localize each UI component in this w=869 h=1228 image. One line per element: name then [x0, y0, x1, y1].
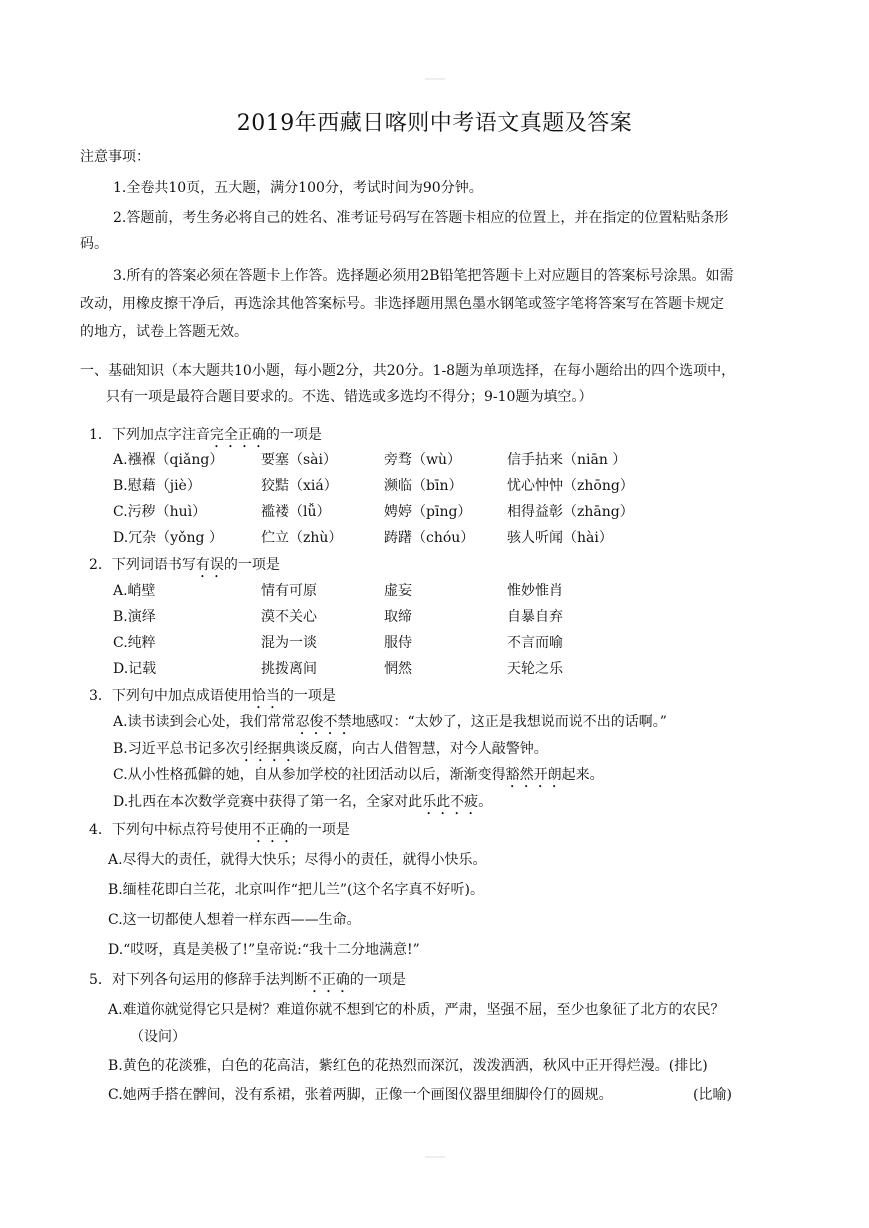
idiom: 豁然开朗 — [505, 767, 562, 783]
option-cell: 骇人听闻（hài） — [507, 530, 613, 546]
stem-emphasis: 完全正确 — [209, 427, 266, 443]
option-text: 。 — [478, 794, 493, 810]
question-5-option-c — [108, 1085, 732, 1105]
option-text: C.她两手搭在髀间，没有系裙，张着两脚，正像一个画图仪器里细脚伶仃的圆规。 — [108, 1087, 613, 1103]
question-2-stem — [89, 555, 280, 581]
stem-emphasis: 恰当 — [251, 688, 280, 704]
stem-text: 的一项是 — [349, 972, 406, 988]
option-cell: D.记载 — [113, 661, 157, 677]
stem-emphasis: 不正确 — [307, 972, 350, 988]
option-cell: C.纯粹 — [113, 635, 156, 651]
option-cell: 服侍 — [384, 635, 412, 651]
idiom: 忍俊不禁 — [295, 714, 352, 730]
option-text: D.扎西在本次数学竞赛中获得了第一名，全家对此 — [113, 794, 423, 810]
option-cell: 挑拨离间 — [261, 661, 317, 677]
idiom: 引经据典 — [239, 741, 296, 757]
stem-text: 的一项是 — [279, 688, 336, 704]
note-item-1: 1.全卷共10页，五大题，满分100分，考试时间为90分钟。 — [113, 180, 483, 196]
note-item-3-line-1: 3.所有的答案必须在答题卡上作答。选择题必须用2B铅笔把答题卡上对应题目的答案标号涂黑。如需 — [113, 268, 734, 284]
note-item-3-line-2: 改动，用橡皮擦干净后，再选涂其他答案标号。非选择题用黑色墨水钢笔或签字笔将答案写在答题卡规定 — [80, 296, 724, 312]
option-row-d — [113, 659, 673, 679]
question-3-option-d — [113, 792, 492, 818]
option-cell: 相得益彰（zhāng） — [507, 504, 634, 520]
question-5-option-a-line-1: A.难道你就觉得它只是树？难道你就不想到它的朴质，严肃，坚强不屈，至少也象征了北方的农民？ — [108, 1002, 725, 1018]
question-4-stem — [89, 820, 350, 846]
option-cell: 自暴自弃 — [507, 609, 563, 625]
header-mark — [425, 78, 445, 80]
option-cell: 惟妙惟肖 — [507, 583, 563, 599]
option-cell: 娉婷（pīng） — [384, 504, 472, 520]
option-cell: 旁骛（wù） — [384, 452, 461, 468]
option-cell: A.峭壁 — [113, 583, 156, 599]
question-4-option-b: B.缅桂花即白兰花，北京叫作“把儿兰”(这个名字真不好听)。 — [108, 882, 484, 898]
option-cell: 不言而喻 — [507, 635, 563, 651]
question-5-stem — [89, 970, 406, 996]
option-cell: 忧心忡忡（zhōng） — [507, 478, 634, 494]
stem-emphasis: 不正确 — [251, 822, 294, 838]
notes-heading: 注意事项： — [80, 149, 150, 165]
option-row-b — [113, 607, 673, 627]
option-cell: 取缔 — [384, 609, 412, 625]
footer-mark — [425, 1156, 445, 1158]
stem-text: 的一项是 — [265, 427, 322, 443]
question-4-option-a: A.尽得大的责任，就得大快乐；尽得小的责任，就得小快乐。 — [108, 852, 487, 868]
option-text: 地感叹：“太妙了，这正是我想说而说不出的话啊。” — [351, 714, 667, 730]
option-cell: 狡黠（xiá） — [261, 478, 338, 494]
option-tag: (比喻) — [693, 1087, 732, 1103]
option-cell: 信手拈来（niān ） — [507, 452, 627, 468]
question-4-option-c: C.这一切都使人想着一样东西——生命。 — [108, 912, 361, 928]
option-cell: 濒临（bīn） — [384, 478, 463, 494]
option-cell: B.慰藉（jiè） — [113, 478, 201, 494]
stem-text: 的一项是 — [223, 557, 280, 573]
option-cell: 漠不关心 — [261, 609, 317, 625]
option-cell: 褴褛（lǚ） — [261, 504, 331, 520]
page-title: 2019年西藏日喀则中考语文真题及答案 — [236, 111, 633, 136]
stem-text: 1．下列加点字注音 — [89, 427, 210, 443]
stem-text: 4．下列句中标点符号使用 — [89, 822, 252, 838]
option-cell: 情有可原 — [261, 583, 317, 599]
note-item-3-line-3: 的地方，试卷上答题无效。 — [80, 324, 248, 340]
option-text: 起来。 — [561, 767, 604, 783]
question-3-option-b — [113, 739, 548, 765]
question-5-option-b: B.黄色的花淡雅，白色的花高洁，紫红色的花热烈而深沉，泼泼洒洒，秋风中正开得烂漫。(排比) — [108, 1058, 708, 1074]
stem-emphasis: 有误 — [195, 557, 224, 573]
option-text: A.读书读到会心处，我们常常 — [113, 714, 296, 730]
option-text: C.从小性格孤僻的她，自从参加学校的社团活动以后，渐渐变得 — [113, 767, 506, 783]
question-1-stem — [89, 425, 322, 451]
option-row-a — [113, 450, 673, 470]
option-cell: 混为一谈 — [261, 635, 317, 651]
option-text: B.习近平总书记多次 — [113, 741, 240, 757]
stem-text: 3．下列句中加点成语使用 — [89, 688, 252, 704]
option-text: 谈反腐，向古人借智慧，对今人敲警钟。 — [295, 741, 548, 757]
note-item-2-line-2: 码。 — [80, 236, 108, 252]
option-row-b — [113, 476, 673, 496]
option-cell: 惘然 — [384, 661, 412, 677]
note-item-2-line-1: 2.答题前，考生务必将自己的姓名、准考证号码写在答题卡相应的位置上，并在指定的位置粘贴条形 — [113, 210, 729, 226]
option-cell: D.冗杂（yǒng ） — [113, 530, 223, 546]
option-cell: 要塞（sài） — [261, 452, 338, 468]
stem-text: 5．对下列各句运用的修辞手法判断 — [89, 972, 308, 988]
option-row-c — [113, 633, 673, 653]
option-cell: 天轮之乐 — [507, 661, 563, 677]
option-cell: 伫立（zhù） — [261, 530, 343, 546]
option-cell: C.污秽（huì） — [113, 504, 207, 520]
option-row-c — [113, 502, 673, 522]
question-3-option-a — [113, 712, 667, 738]
section-1-heading-line-2: 只有一项是最符合题目要求的。不选、错选或多选均不得分；9-10题为填空。） — [106, 389, 593, 405]
question-5-option-a-line-2: （设问） — [130, 1029, 186, 1045]
stem-text: 2．下列词语书写 — [89, 557, 196, 573]
option-cell: B.演绎 — [113, 609, 156, 625]
option-cell: A.襁褓（qiǎng） — [113, 452, 224, 468]
option-cell: 虚妄 — [384, 583, 412, 599]
idiom: 乐此不疲 — [422, 794, 479, 810]
question-4-option-d: D.“哎呀，真是美极了!”皇帝说:“我十二分地满意!” — [108, 942, 420, 958]
option-cell: 踌躇（chóu） — [384, 530, 475, 546]
question-3-stem — [89, 686, 336, 712]
option-row-d — [113, 528, 673, 548]
question-3-option-c — [113, 765, 604, 791]
option-row-a — [113, 581, 673, 601]
section-1-heading-line-1: 一、基础知识（本大题共10小题，每小题2分，共20分。1-8题为单项选择，在每小题给出的四个选项中， — [80, 363, 736, 379]
stem-text: 的一项是 — [293, 822, 350, 838]
